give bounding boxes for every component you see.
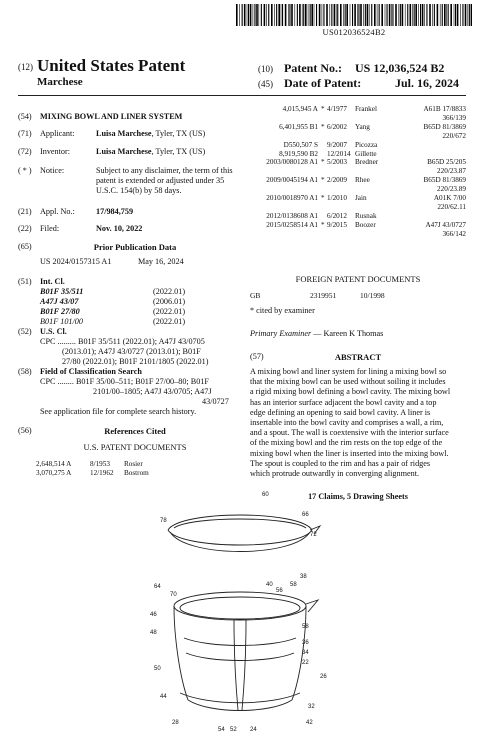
applicant-label: Applicant: bbox=[40, 129, 75, 138]
barcode-bar bbox=[450, 4, 452, 26]
field-line: CPC ........ B01F 35/00–511; B01F 27/00–80; B01F bbox=[40, 377, 209, 386]
barcode-bar bbox=[248, 4, 249, 26]
refs-code: (56) bbox=[18, 426, 32, 435]
barcode-bar bbox=[429, 4, 431, 26]
patent-no-label: Patent No.: bbox=[284, 61, 342, 75]
barcode-bar bbox=[319, 4, 321, 26]
document-type: United States Patent bbox=[37, 56, 186, 75]
reference-numeral: 46 bbox=[150, 612, 157, 618]
appl-code: (21) bbox=[18, 207, 32, 216]
barcode-bar bbox=[331, 4, 332, 26]
ref-name: Bostrom bbox=[124, 469, 149, 477]
barcode-bar bbox=[371, 4, 372, 26]
citation-cls: 220/62.11 bbox=[437, 202, 466, 211]
barcode-bar bbox=[299, 4, 301, 26]
barcode-bar bbox=[385, 4, 386, 26]
citation-num: D550,507 S bbox=[283, 140, 318, 149]
barcode-bar bbox=[357, 4, 358, 26]
reference-numeral: 34 bbox=[302, 650, 309, 656]
barcode-bar bbox=[440, 4, 441, 26]
field-code: (58) bbox=[18, 367, 32, 376]
barcode-bar bbox=[322, 4, 323, 26]
reference-numeral: 70 bbox=[170, 592, 177, 598]
notice-code: ( * ) bbox=[18, 166, 32, 175]
citation-cls: B65D 25/205 bbox=[427, 158, 466, 167]
barcode-bar bbox=[303, 4, 304, 26]
intcl-class: B01F 27/80 bbox=[40, 307, 80, 316]
foreign-number: 2319951 bbox=[310, 291, 337, 300]
intcl-version: (2022.01) bbox=[153, 307, 186, 316]
citation-cls: 220/23.89 bbox=[437, 185, 466, 194]
foreign-country: GB bbox=[250, 291, 261, 300]
cited-by-examiner: * cited by examiner bbox=[250, 306, 315, 315]
barcode-bar bbox=[282, 4, 283, 26]
uscl-line: (2013.01); A47J 43/0727 (2013.01); B01F bbox=[62, 347, 201, 356]
bowl-foot bbox=[180, 693, 300, 703]
lid-inner-edge bbox=[174, 519, 306, 528]
barcode-bar bbox=[330, 4, 331, 26]
reference-numeral: 60 bbox=[262, 492, 269, 498]
citation-star: * bbox=[321, 158, 325, 167]
intcl-version: (2006.01) bbox=[153, 297, 186, 306]
barcode-bar bbox=[460, 4, 461, 26]
barcode-bar bbox=[468, 4, 469, 26]
barcode-bar bbox=[256, 4, 258, 26]
barcode-bar bbox=[305, 4, 307, 26]
barcode-bar bbox=[314, 4, 315, 26]
barcode-bar bbox=[239, 4, 240, 26]
barcode-bar bbox=[402, 4, 404, 26]
citation-date: 2/2009 bbox=[327, 176, 347, 185]
applicant-code: (71) bbox=[18, 129, 32, 138]
abstract-heading: ABSTRACT bbox=[334, 352, 382, 362]
barcode-bar bbox=[389, 4, 391, 26]
barcode-bar bbox=[407, 4, 408, 26]
barcode-bar bbox=[446, 4, 447, 26]
barcode-bar bbox=[454, 4, 455, 26]
barcode-bar bbox=[291, 4, 293, 26]
intcl-class: B01F 101/00 bbox=[40, 317, 83, 326]
field-line: 43/0727 bbox=[202, 397, 229, 406]
barcode-bar bbox=[462, 4, 463, 26]
ref-number: 2,648,514 A bbox=[36, 460, 72, 468]
citation-cls: 220/672 bbox=[442, 131, 466, 140]
reference-numeral: 40 bbox=[266, 582, 273, 588]
inventor-code: (72) bbox=[18, 147, 32, 156]
date-label: Date of Patent: bbox=[284, 76, 362, 90]
citation-name: Picozza bbox=[355, 140, 378, 149]
citation-name: Boozer bbox=[355, 220, 376, 229]
citation-name: Yang bbox=[355, 122, 370, 131]
title-code: (54) bbox=[18, 112, 32, 121]
barcode-bar bbox=[432, 4, 433, 26]
citation-cls: A47J 43/0727 bbox=[425, 220, 466, 229]
prior-code: (65) bbox=[18, 242, 32, 251]
barcode-bar bbox=[316, 4, 317, 26]
barcode-bar bbox=[412, 4, 413, 26]
reference-numeral: 58 bbox=[290, 582, 297, 588]
citation-date: 6/2012 bbox=[327, 211, 347, 220]
foreign-date: 10/1998 bbox=[360, 291, 385, 300]
filed-code: (22) bbox=[18, 224, 32, 233]
reference-numeral: 44 bbox=[160, 694, 167, 700]
header-rule bbox=[18, 95, 466, 96]
spout bbox=[306, 600, 318, 612]
barcode-bar bbox=[350, 4, 351, 26]
intcl-label: Int. Cl. bbox=[40, 277, 65, 286]
citation-date: 12/2014 bbox=[327, 149, 351, 158]
code-45: (45) bbox=[258, 79, 273, 89]
barcode-bar bbox=[381, 4, 383, 26]
uscl-line: 27/80 (2022.01); B01F 2101/1805 (2022.01) bbox=[62, 357, 209, 366]
reference-numeral: 56 bbox=[276, 588, 283, 594]
reference-numeral: 38 bbox=[300, 574, 307, 580]
barcode-bar bbox=[391, 4, 392, 26]
field-label: Field of Classification Search bbox=[40, 367, 142, 376]
liner-rim bbox=[180, 597, 300, 619]
citation-name: Gillette bbox=[355, 149, 377, 158]
barcode-bar bbox=[457, 4, 459, 26]
citation-num: 2003/0080128 A1 bbox=[266, 158, 318, 167]
barcode-bar bbox=[426, 4, 427, 26]
reference-numeral: 22 bbox=[302, 660, 309, 666]
patent-drawing bbox=[150, 488, 330, 738]
barcode-bar bbox=[250, 4, 252, 26]
filed-date: Nov. 10, 2022 bbox=[96, 224, 143, 233]
intcl-class: A47J 43/07 bbox=[40, 297, 79, 306]
reference-numeral: 48 bbox=[150, 630, 157, 636]
barcode-bar bbox=[400, 4, 401, 26]
barcode-bar bbox=[410, 4, 412, 26]
intcl-version: (2022.01) bbox=[153, 287, 186, 296]
citation-name: Jain bbox=[355, 194, 367, 202]
barcode-bar bbox=[311, 4, 313, 26]
invention-title: MIXING BOWL AND LINER SYSTEM bbox=[40, 112, 183, 121]
barcode-bar bbox=[387, 4, 388, 26]
reference-numeral: 52 bbox=[230, 727, 237, 733]
barcode-bar bbox=[343, 4, 344, 26]
barcode-bar bbox=[418, 4, 419, 26]
barcode-bar bbox=[274, 4, 275, 26]
inventor-value: Luisa Marchese, Tyler, TX (US) bbox=[96, 147, 206, 156]
reference-numeral: 36 bbox=[302, 640, 309, 646]
barcode-bar bbox=[346, 4, 348, 26]
claims-sheets: 17 Claims, 5 Drawing Sheets bbox=[308, 492, 408, 501]
barcode-bar bbox=[264, 4, 266, 26]
barcode-bar bbox=[358, 4, 359, 26]
patent-no: US 12,036,524 B2 bbox=[355, 61, 445, 75]
citation-cls: 220/23.87 bbox=[437, 167, 466, 176]
barcode-bar bbox=[377, 4, 378, 26]
barcode-bar bbox=[254, 4, 255, 26]
lid-skirt bbox=[170, 532, 310, 552]
barcode-bar bbox=[345, 4, 346, 26]
citation-cls: 366/142 bbox=[442, 229, 466, 238]
barcode-bar bbox=[465, 4, 467, 26]
barcode-bar bbox=[424, 4, 425, 26]
reference-numeral: 28 bbox=[172, 720, 179, 726]
barcode-bar bbox=[420, 4, 421, 26]
barcode-bar bbox=[455, 4, 456, 26]
bowl-band bbox=[184, 638, 296, 646]
bowl-band bbox=[186, 653, 294, 661]
barcode-bar bbox=[374, 4, 376, 26]
barcode-bar bbox=[442, 4, 443, 26]
barcode-bar bbox=[268, 4, 269, 26]
foreign-heading: FOREIGN PATENT DOCUMENTS bbox=[295, 274, 421, 284]
citation-cls: B65D 81/3869 bbox=[423, 122, 466, 131]
barcode-bar bbox=[266, 4, 267, 26]
barcode-bar bbox=[276, 4, 277, 26]
reference-numeral: 50 bbox=[154, 666, 161, 672]
reference-numeral: 26 bbox=[320, 674, 327, 680]
barcode-bar bbox=[261, 4, 262, 26]
bowl-base bbox=[188, 700, 292, 711]
barcode-bar bbox=[405, 4, 406, 26]
citation-cls: B65D 81/3869 bbox=[423, 176, 466, 185]
uscl-line: CPC ......... B01F 35/511 (2022.01); A47J 43/0705 bbox=[40, 337, 205, 346]
barcode-bar bbox=[415, 4, 417, 26]
ref-name: Rosier bbox=[124, 460, 143, 468]
barcode-bar bbox=[437, 4, 439, 26]
notice-text: Subject to any disclaimer, the term of this patent is extended or adjusted under 35 U.S.C. 154(b) by 58 days. bbox=[96, 166, 233, 195]
ref-date: 8/1953 bbox=[90, 460, 110, 468]
barcode-bar bbox=[337, 4, 338, 26]
lid-bottom-edge bbox=[168, 530, 312, 545]
reference-numeral: 66 bbox=[302, 512, 309, 518]
citation-cls: 366/139 bbox=[442, 113, 466, 122]
barcode-bar bbox=[244, 4, 246, 26]
barcode-bar bbox=[367, 4, 369, 26]
citation-date: 1/2010 bbox=[327, 194, 347, 202]
abstract-code: (57) bbox=[250, 352, 264, 361]
barcode-bar bbox=[285, 4, 287, 26]
barcode-bar bbox=[259, 4, 260, 26]
refs-heading: References Cited bbox=[104, 426, 166, 436]
primary-examiner: Primary Examiner — Kareen K Thomas bbox=[250, 329, 384, 338]
bowl-seam bbox=[234, 620, 238, 710]
bowl-seam bbox=[242, 620, 246, 710]
intcl-code: (51) bbox=[18, 277, 32, 286]
barcode-bar bbox=[363, 4, 364, 26]
barcode-bar bbox=[323, 4, 324, 26]
citation-num: 2012/0138608 A1 bbox=[266, 211, 318, 220]
citation-num: 6,401,955 B1 bbox=[279, 122, 318, 131]
filed-label: Filed: bbox=[40, 224, 60, 233]
citation-date: 4/1977 bbox=[327, 105, 347, 113]
applicant-value: Luisa Marchese, Tyler, TX (US) bbox=[96, 129, 206, 138]
barcode-bar bbox=[253, 4, 254, 26]
patent-date: Jul. 16, 2024 bbox=[395, 76, 460, 90]
barcode-bar bbox=[310, 4, 311, 26]
citation-name: Bredner bbox=[355, 158, 379, 167]
barcode-bar bbox=[360, 4, 362, 26]
intcl-version: (2022.01) bbox=[153, 317, 186, 326]
prior-heading: Prior Publication Data bbox=[93, 242, 177, 252]
code-12: (12) bbox=[18, 62, 33, 72]
reference-numeral: 24 bbox=[250, 727, 257, 733]
reference-numeral: 78 bbox=[160, 518, 167, 524]
barcode-bar bbox=[369, 4, 370, 26]
citation-num: 4,015,945 A bbox=[282, 105, 318, 113]
field-line: See application file for complete search history. bbox=[40, 407, 197, 416]
citation-name: Rhee bbox=[355, 176, 370, 185]
barcode-bar bbox=[352, 4, 353, 26]
ref-date: 12/1962 bbox=[90, 469, 114, 477]
intcl-class: B01F 35/511 bbox=[40, 287, 84, 296]
barcode-bar bbox=[236, 4, 238, 26]
barcode-bar bbox=[471, 4, 472, 26]
barcode-bar bbox=[392, 4, 393, 26]
reference-numeral: 64 bbox=[154, 584, 161, 590]
barcode-bar bbox=[379, 4, 380, 26]
inventor-short: Marchese bbox=[37, 76, 83, 88]
barcode-bar bbox=[326, 4, 328, 26]
citation-date: 9/2015 bbox=[327, 220, 347, 229]
appl-number: 17/984,759 bbox=[96, 207, 134, 216]
abstract-text: A mixing bowl and liner system for lining a mixing bowl so that the mixing bowl can be used without soiling it includes a rigid mixing bowl defining a bowl cavity. The mixing bowl has an interior surface adjacent the bowl cavity and a top edge defining an opening to said bowl cavity. A liner is insertable into the bowl cavity and comprises a wall, a rim, and a spout. The wall is coextensive with the interior surface of the mixing bowl and the rim rests on the top edge of the mixing bowl when the liner is inserted into the mixing bowl. The spout is coupled to the rim and has a pair of ridges which protrude outwardly in converging alignment. bbox=[250, 367, 451, 479]
prior-date: May 16, 2024 bbox=[138, 257, 184, 266]
reference-numeral: 72 bbox=[310, 532, 317, 538]
publication-number: US012036524B2 bbox=[322, 27, 386, 37]
barcode-bar bbox=[247, 4, 248, 26]
barcode-bar bbox=[334, 4, 336, 26]
barcode-bar bbox=[422, 4, 424, 26]
barcode-bar bbox=[448, 4, 449, 26]
citation-date: 6/2002 bbox=[327, 122, 347, 131]
barcode-bar bbox=[434, 4, 435, 26]
barcode-bar bbox=[399, 4, 400, 26]
reference-numeral: 32 bbox=[308, 704, 315, 710]
citation-name: Frankel bbox=[355, 105, 377, 113]
barcode-bar bbox=[302, 4, 303, 26]
inventor-label: Inventor: bbox=[40, 147, 71, 156]
citation-star: * bbox=[321, 194, 325, 202]
citation-star: * bbox=[321, 176, 325, 185]
barcode-bar bbox=[469, 4, 470, 26]
citation-num: 2015/0258514 A1 bbox=[266, 220, 318, 229]
barcode-bar bbox=[336, 4, 337, 26]
citation-star: * bbox=[321, 220, 325, 229]
barcode-bar bbox=[365, 4, 366, 26]
citation-num: 8,919,590 B2 bbox=[279, 149, 318, 158]
barcode-bar bbox=[295, 4, 296, 26]
citation-star: * bbox=[321, 105, 325, 113]
barcode-bar bbox=[340, 4, 342, 26]
citation-date: 5/2003 bbox=[327, 158, 347, 167]
uscl-code: (52) bbox=[18, 327, 32, 336]
barcode-bar bbox=[242, 4, 243, 26]
citation-date: 9/2007 bbox=[327, 140, 347, 149]
citation-num: 2010/0018970 A1 bbox=[266, 194, 318, 202]
notice-label: Notice: bbox=[40, 166, 65, 175]
uscl-label: U.S. Cl. bbox=[40, 327, 67, 336]
reference-numeral: 42 bbox=[306, 720, 313, 726]
ref-number: 3,070,275 A bbox=[36, 469, 72, 477]
bowl-rim bbox=[174, 592, 306, 620]
citation-cls: A01K 7/00 bbox=[433, 194, 466, 202]
citation-cls: A61B 17/8833 bbox=[423, 105, 466, 113]
barcode-bar bbox=[289, 4, 290, 26]
barcode-bar bbox=[288, 4, 289, 26]
barcode-bar bbox=[444, 4, 446, 26]
field-line: 2101/00–1805; A47J 43/0705; A47J bbox=[93, 387, 212, 396]
prior-pub: US 2024/0157315 A1 bbox=[40, 257, 112, 266]
barcode-bar bbox=[308, 4, 309, 26]
code-10: (10) bbox=[258, 64, 273, 74]
barcode-bar bbox=[281, 4, 282, 26]
barcode-bar bbox=[354, 4, 356, 26]
citation-star: * bbox=[321, 122, 325, 131]
barcode-bar bbox=[278, 4, 280, 26]
barcode-bar bbox=[395, 4, 397, 26]
citation-name: Rusnak bbox=[355, 211, 377, 220]
reference-numeral: 54 bbox=[218, 727, 225, 733]
barcode-bar bbox=[297, 4, 298, 26]
barcode-bar bbox=[271, 4, 273, 26]
citation-num: 2009/0045194 A1 bbox=[266, 176, 318, 185]
barcode-bar bbox=[414, 4, 415, 26]
refs-subheading: U.S. PATENT DOCUMENTS bbox=[83, 442, 187, 452]
barcode bbox=[236, 4, 472, 26]
reference-numeral: 58 bbox=[302, 624, 309, 630]
appl-label: Appl. No.: bbox=[40, 207, 75, 216]
bowl-left-wall bbox=[174, 606, 188, 700]
